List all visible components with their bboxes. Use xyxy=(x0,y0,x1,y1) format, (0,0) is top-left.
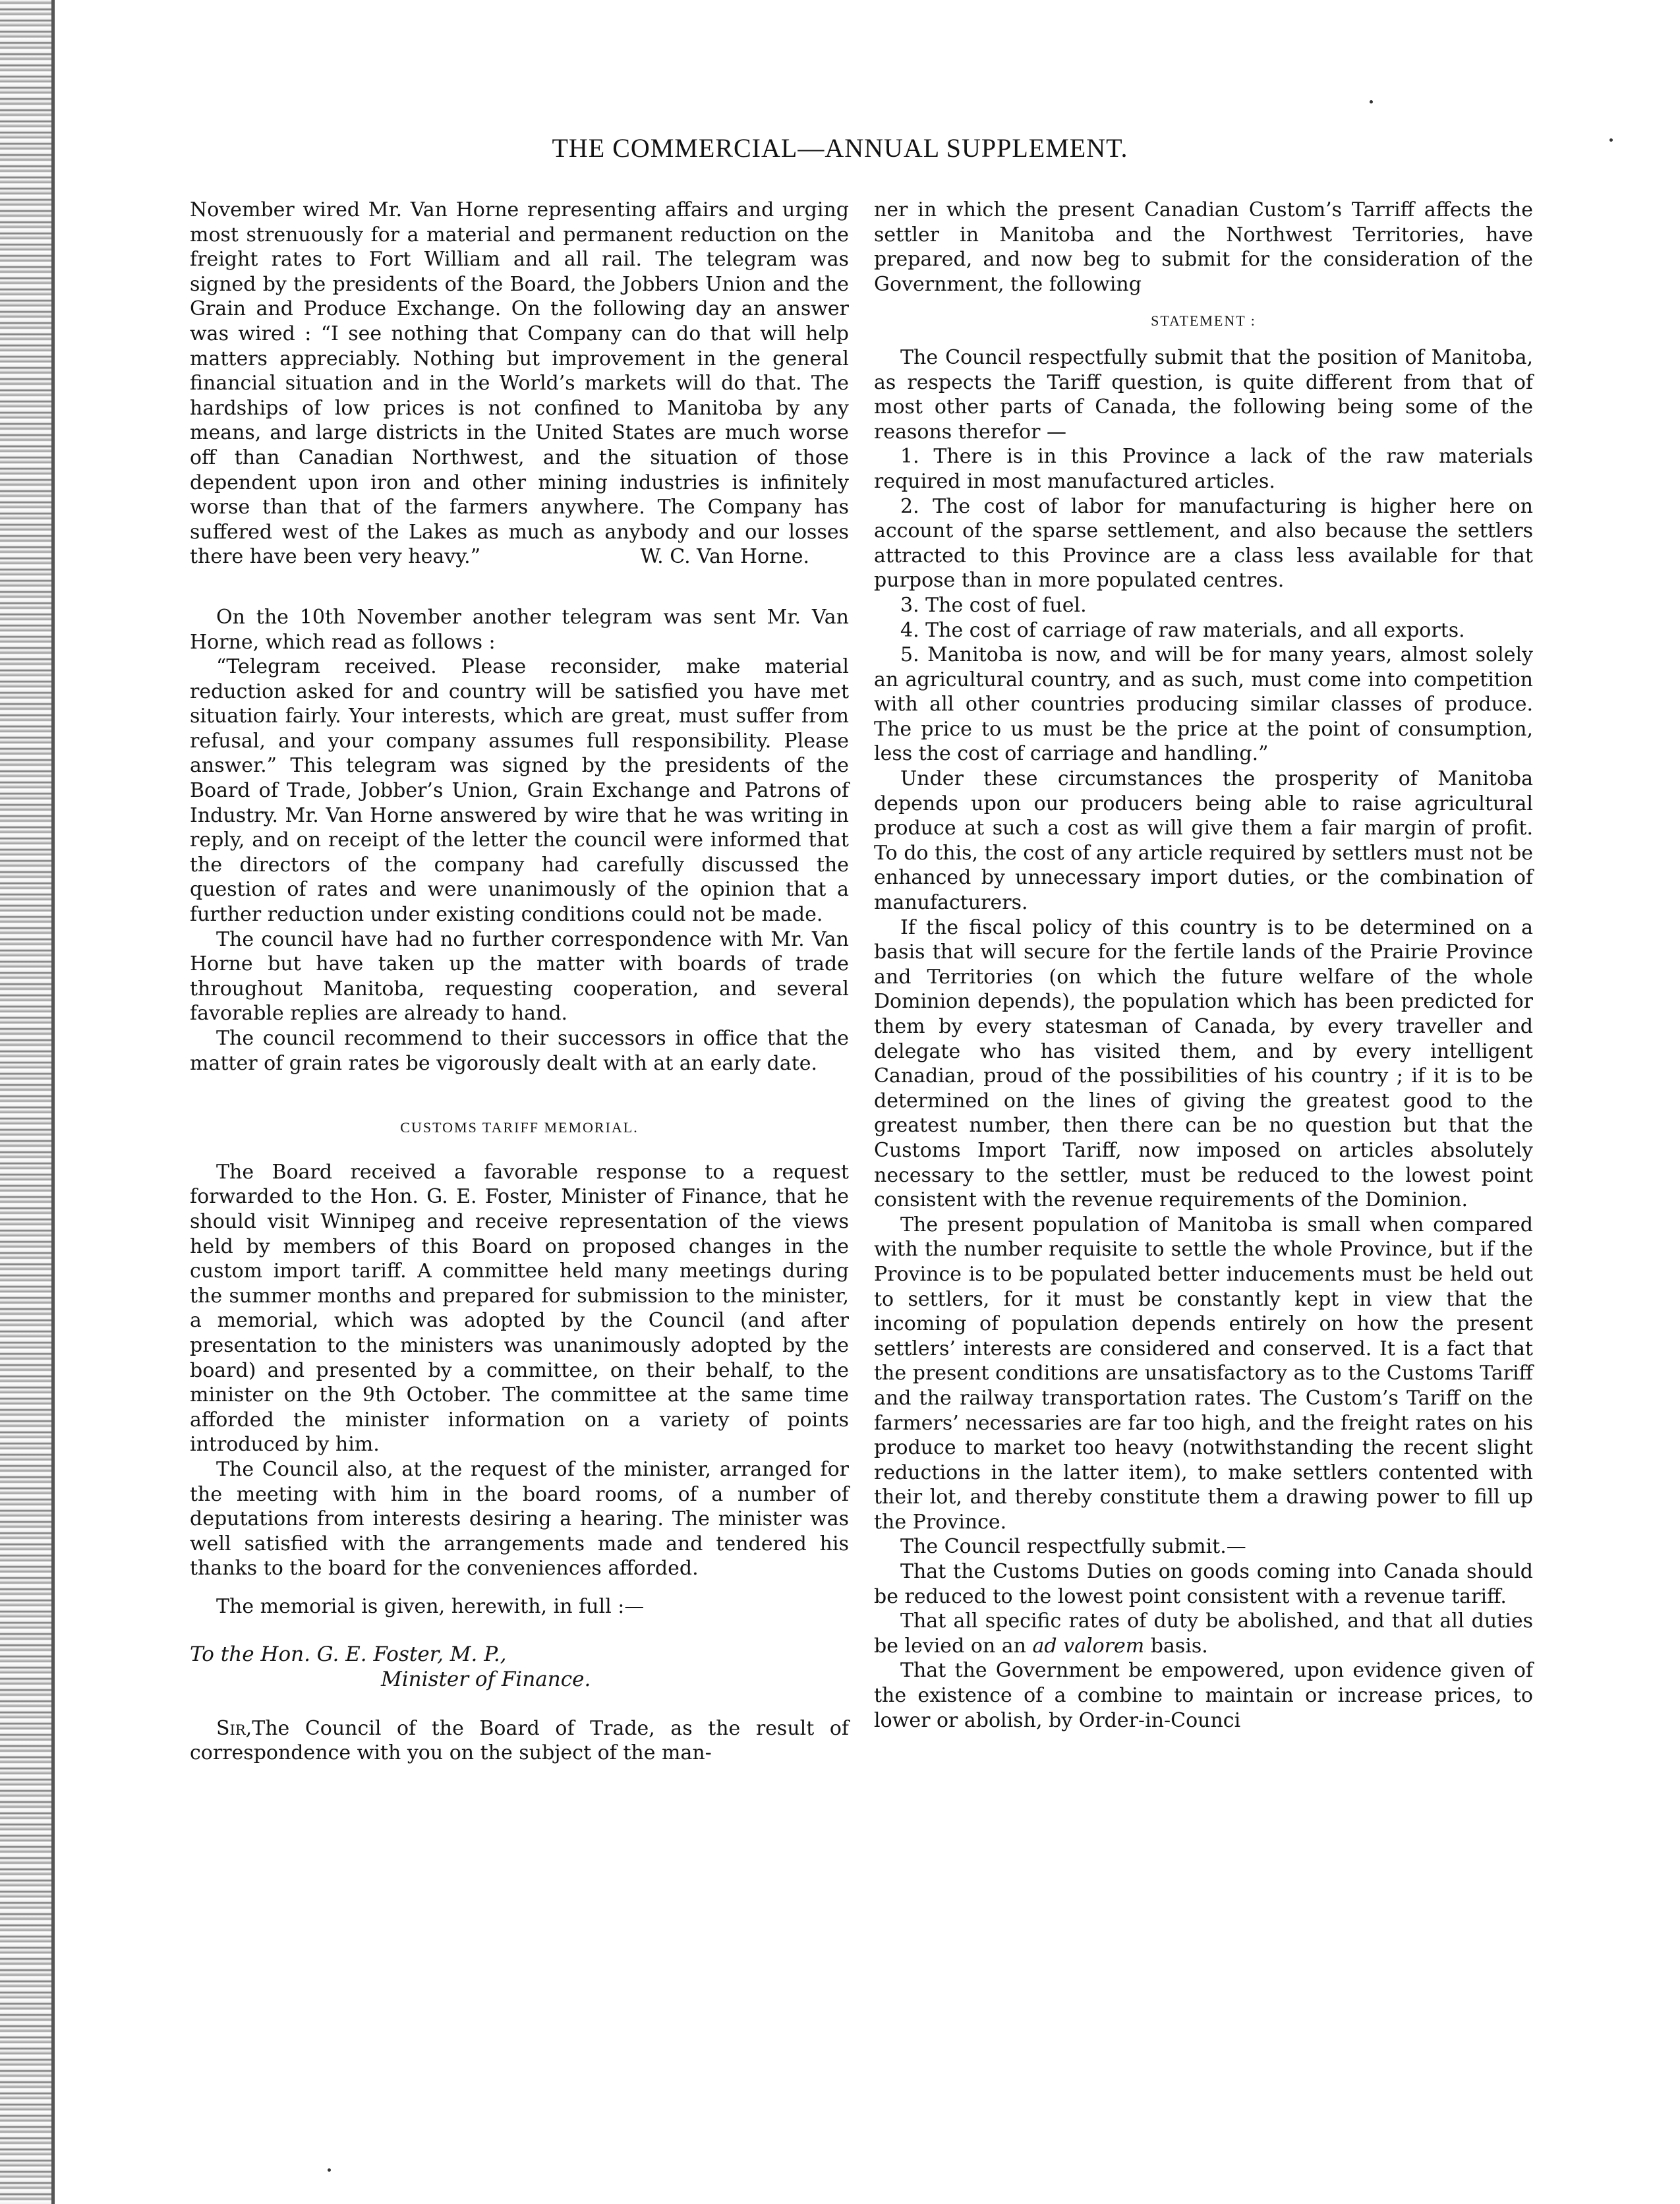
quoted-telegram: “Telegram received. Please reconsider, make material reduction asked for and country will be satisfied you have met situation fairly. Your interests, which are great, must suffer from refusal, and your company assumes full responsibility. Please answer.” This telegram was signed by the presidents of the Board of Trade, Jobber’s Union, Grain Exchange and Patrons of Industry. Mr. Van Horne answered by wire that he was writing in reply, and on receipt of the letter the council were informed that the directors of the company had carefully discussed the question of rates and were unanimously of the opinion that a further reduction under existing conditions could not be made. xyxy=(190,655,849,927)
section-heading: STATEMENT : xyxy=(1151,312,1256,330)
text-run: That all specific rates of duty be abolished, and that all duties be levied on an xyxy=(874,1610,1533,1658)
paragraph: That the Government be empowered, upon evidence given of the existence of a combine to maintain or increase prices, to lower or abolish, by Order-in-Counci xyxy=(874,1659,1533,1732)
paragraph: The council have had no further correspondence with Mr. Van Horne but have taken up the matter with boards of trade throughout Manitoba, requesting cooperation, and several favorable replies are already to hand. xyxy=(190,927,849,1026)
italic-term: ad valorem xyxy=(1032,1634,1145,1658)
paragraph: The present population of Manitoba is small when compared with the number requisite to settle the whole Province, but if the Province is to be populated better inducements must be held out to settlers, for it must be constantly kept in view that the incoming of population depends entirely on how the present settlers’ interests are considered and conserved. It is a fact that the present conditions are unsatisfactory as to the Customs Tariff and the railway transportation rates. The Custom’s Tariff on the farmers’ necessaries are far too high, and the freight rates on his produce to market too heavy (notwithstanding the recent slight reductions in the latter item), to make settlers contented with their lot, and thereby constitute them a drawing power to fill up the Province. xyxy=(874,1213,1533,1534)
paragraph: The Board received a favorable response to a request forwarded to the Hon. G. E. Foster, Minister of Finance, that he should visit Winnipeg and receive representation of the views held by members of this Board on proposed changes in the custom import tariff. A committee held many meetings during the summer months and prepared for submission to the minister, a memorial, which was adopted by the Council (and after presentation to the ministers was unanimously adopted by the board) and presented by a committee, on their behalf, to the minister on the 9th October. The committee at the same time afforded the minister information on a variety of points introduced by him. xyxy=(190,1160,849,1457)
salutation-text: The Council of the Board of Trade, as the result of correspondence with you on the subject of the man- xyxy=(190,1716,849,1765)
paragraph: November wired Mr. Van Horne representing affairs and urging most strenuously for a material and permanent reduction on the freight rates to Fort William and all rail. The telegram was signed by the presidents of the Board, the Jobbers Union and the Grain and Produce Exchange. On the following day an answer was wired : “I see nothing that Company can do that will help matters appreciably. Nothing but improvement in the general financial situation and in the World’s markets will do that. The hardships of low prices is not confined to Manitoba by any means, and large districts in the United States are much worse off than Canadian Northwest, and the situation of those dependent upon iron and other mining industries is infinitely worse than that of the farmers anywhere. The Company has suffered west of the Lakes as much as anybody and our losses there have been very heavy.” xyxy=(190,198,849,569)
right-column xyxy=(874,198,1533,1733)
section-heading: CUSTOMS TARIFF MEMORIAL. xyxy=(400,1119,639,1136)
list-item: 1. There is in this Province a lack of the raw materials required in most manufactured articles. xyxy=(874,445,1533,493)
list-item: 5. Manitoba is now, and will be for many years, almost solely an agricultural country, and as such, must come into competition with all other countries producing similar classes of produce. The price to us must be the price at the point of consumption, less the cost of carriage and handling.” xyxy=(874,643,1533,766)
paragraph xyxy=(874,1609,1533,1658)
paragraph: ner in which the present Canadian Custom’s Tarriff affects the settler in Manitoba and the Northwest Territories, have prepared, and now beg to submit for the consideration of the Government, the following xyxy=(874,198,1533,296)
signature: W. C. Van Horne. xyxy=(640,545,809,569)
list-item: 3. The cost of fuel. xyxy=(900,593,1087,617)
binding-rule xyxy=(51,0,55,2204)
paragraph: The council recommend to their successors in office that the matter of grain rates be vigorously dealt with at an early date. xyxy=(190,1027,849,1075)
text-run: basis. xyxy=(1144,1634,1208,1658)
paragraph: The Council respectfully submit.— xyxy=(900,1535,1246,1559)
paragraph: On the 10th November another telegram was sent Mr. Van Horne, which read as follows : xyxy=(190,605,849,654)
print-speck xyxy=(328,2168,331,2172)
left-column xyxy=(190,198,849,1766)
address-block xyxy=(190,1642,849,1692)
paragraph: The Council respectfully submit that the position of Manitoba, as respects the Tariff question, is quite different from that of most other parts of Canada, the following being some of the reasons therefor — xyxy=(874,345,1533,444)
salutation xyxy=(190,1716,849,1766)
print-speck xyxy=(1370,100,1373,103)
paragraph: If the fiscal policy of this country is to be determined on a basis that will secure for the fertile lands of the Prairie Province and Territories (on which the future welfare of the whole Dominion depends), the population which has been predicted for them by every statesman of Canada, by every traveller and delegate who has visited them, and by every intelligent Canadian, proud of the possibilities of his country ; if it is to be determined on the lines of giving the greatest good to the greatest number, then there can be no question but that the Customs Import Tariff, now imposed on articles absolutely necessary to the settler, must be reduced to the lowest point consistent with the revenue requirements of the Dominion. xyxy=(874,915,1533,1212)
address-line: Minister of Finance. xyxy=(381,1668,591,1692)
list-item: 4. The cost of carriage of raw materials, and all exports. xyxy=(900,618,1465,642)
paragraph: The Council also, at the request of the minister, arranged for the meeting with him in the board rooms, of a number of deputations from interests desiring a hearing. The minister was well satisfied with the arrangements made and tendered his thanks to the board for the conveniences afforded. xyxy=(190,1457,849,1580)
salutation-lead: Sir, xyxy=(216,1716,252,1740)
paragraph: Under these circumstances the prosperity of Manitoba depends upon our producers being able to raise agricultural produce at such a cost as will give them a fair margin of profit. To do this, the cost of any article required by settlers must not be enhanced by unnecessary import duties, or the combination of manufacturers. xyxy=(874,767,1533,915)
address-line: To the Hon. G. E. Foster, M. P., xyxy=(190,1642,507,1667)
page-binding-edge xyxy=(0,0,53,2204)
paragraph: That the Customs Duties on goods coming into Canada should be reduced to the lowest point consistent with a revenue tariff. xyxy=(874,1560,1533,1608)
paragraph: The memorial is given, herewith, in full :— xyxy=(216,1594,645,1618)
list-item: 2. The cost of labor for manufacturing is higher here on account of the sparse settlement, and also because the settlers attracted to this Province are a class less available for that purpose than in more populated centres. xyxy=(874,494,1533,593)
page-header: THE COMMERCIAL—ANNUAL SUPPLEMENT. xyxy=(552,133,1128,163)
print-speck xyxy=(1609,138,1613,142)
